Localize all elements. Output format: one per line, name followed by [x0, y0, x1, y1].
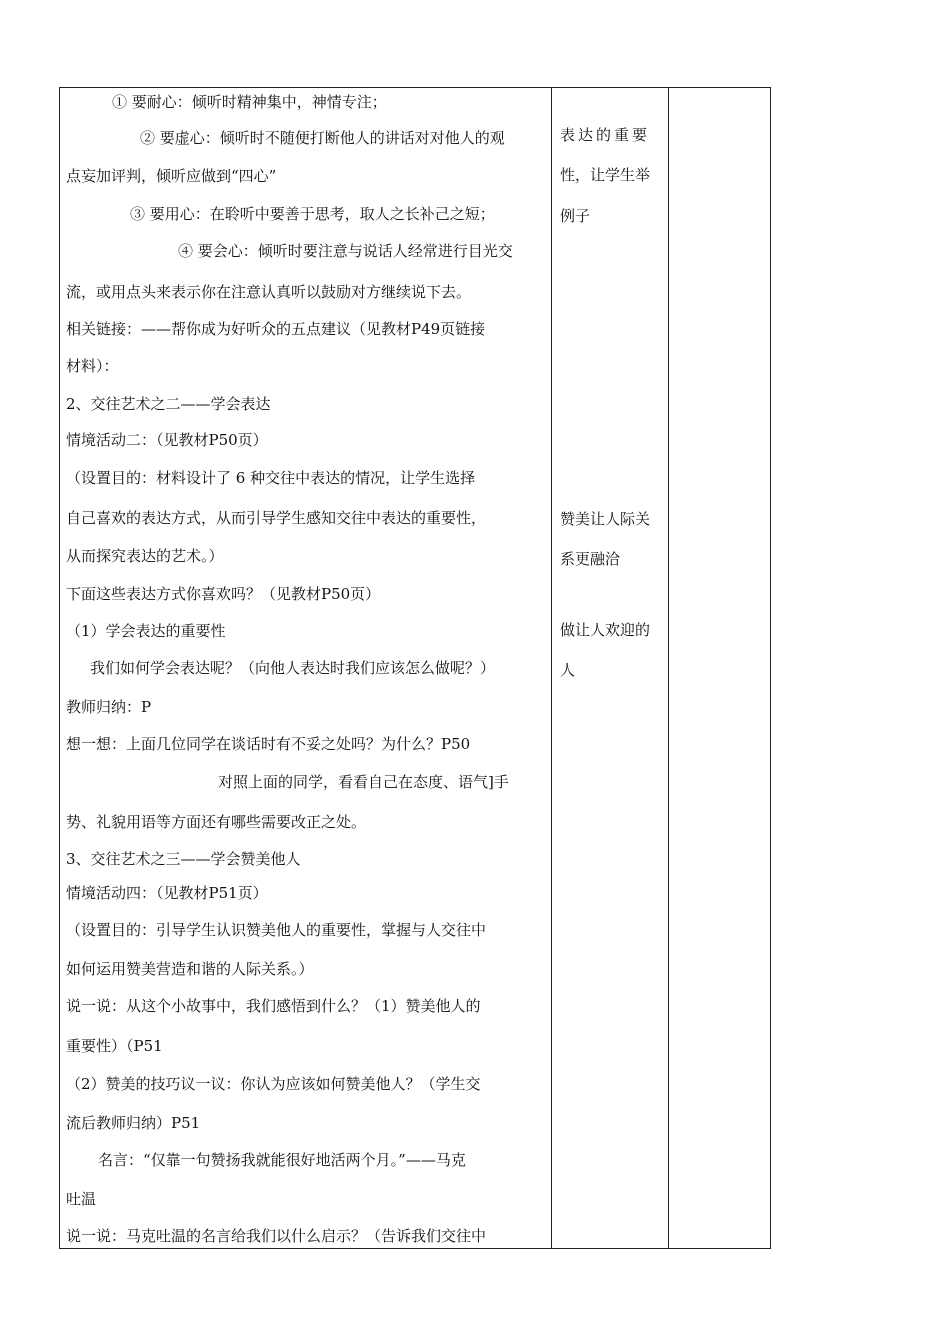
- text-line: 重要性）（P51: [66, 1037, 163, 1055]
- column-divider-2: [668, 88, 669, 1248]
- text-line: 相关链接：——帮你成为好听众的五点建议（见教材P49页链接: [66, 320, 486, 338]
- text-line: 教师归纳：P: [66, 698, 152, 716]
- quote-line: 名言：“仅靠一句赞扬我就能很好地活两个月。”——马克: [98, 1151, 466, 1169]
- text-line: （2）赞美的技巧议一议：你认为应该如何赞美他人？（学生交: [66, 1075, 481, 1093]
- side-note-line: 赞美让人际关: [560, 510, 651, 528]
- text-line: 从而探究表达的艺术。）: [66, 547, 224, 565]
- side-note-line: 例子: [560, 207, 591, 225]
- text-line: 势、礼貌用语等方面还有哪些需要改正之处。: [66, 813, 367, 831]
- section-heading: 3、交往艺术之三——学会赞美他人: [66, 850, 301, 868]
- section-heading: 2、交往艺术之二——学会表达: [66, 395, 271, 413]
- text-line: 我们如何学会表达呢？（向他人表达时我们应该怎么做呢？）: [90, 659, 496, 677]
- text-line: （设置目的：材料设计了 6 种交往中表达的情况，让学生选择: [66, 469, 476, 487]
- side-note-line: 人: [560, 661, 576, 679]
- text-line: 对照上面的同学，看看自己在态度、语气]手: [218, 773, 509, 791]
- lesson-table: [59, 87, 771, 1249]
- text-line: 情境活动四：（见教材P51页）: [66, 884, 268, 902]
- text-line: 说一说：马克吐温的名言给我们以什么启示？（告诉我们交往中: [66, 1227, 487, 1245]
- text-line: ② 要虚心：倾听时不随便打断他人的讲话对对他人的观: [140, 129, 505, 147]
- text-line: 流后教师归纳）P51: [66, 1114, 201, 1132]
- text-line: （设置目的：引导学生认识赞美他人的重要性，掌握与人交往中: [66, 921, 487, 939]
- text-line: ① 要耐心：倾听时精神集中，神情专注；: [112, 93, 387, 111]
- text-line: 材料）：: [66, 357, 119, 375]
- text-line: 想一想：上面几位同学在谈话时有不妥之处吗？为什么？P50: [66, 735, 471, 753]
- text-line: 情境活动二：（见教材P50页）: [66, 431, 268, 449]
- text-line: ④ 要会心：倾听时要注意与说话人经常进行目光交: [178, 242, 513, 260]
- side-note-line: 表达的重要: [560, 126, 651, 144]
- quote-author: 吐温: [66, 1190, 97, 1208]
- side-note-line: 系更融洽: [560, 550, 621, 568]
- text-line: ③ 要用心：在聆听中要善于思考，取人之长补己之短；: [130, 205, 495, 223]
- side-note-line: 做让人欢迎的: [560, 621, 651, 639]
- text-line: 下面这些表达方式你喜欢吗？（见教材P50页）: [66, 585, 381, 603]
- text-line: （1）学会表达的重要性: [66, 622, 226, 640]
- text-line: 说一说：从这个小故事中，我们感悟到什么？（1）赞美他人的: [66, 997, 481, 1015]
- side-note-line: 性，让学生举: [560, 166, 651, 184]
- text-line: 自己喜欢的表达方式，从而引导学生感知交往中表达的重要性，: [66, 509, 487, 527]
- text-line: 点妄加评判，倾听应做到“四心”: [66, 167, 277, 185]
- text-line: 流，或用点头来表示你在注意认真听以鼓励对方继续说下去。: [66, 283, 472, 301]
- column-divider-1: [551, 88, 552, 1248]
- text-line: 如何运用赞美营造和谐的人际关系。）: [66, 960, 314, 978]
